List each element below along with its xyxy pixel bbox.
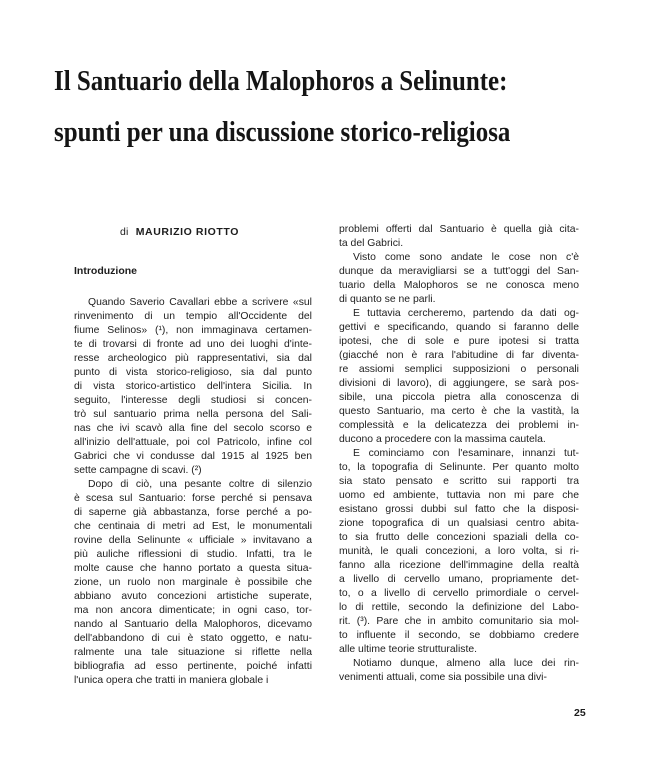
- text-line: E tuttavia cercheremo, partendo da dati og-: [353, 308, 579, 319]
- text-line: re assiomi semplici supposizioni o personali: [339, 364, 579, 375]
- text-line: fanno alla ricezione dell'immagine della realtà: [339, 560, 579, 571]
- left-column: [74, 296, 312, 688]
- text-line: trò sul santuario prima nella persona del Sali-: [74, 409, 312, 420]
- text-line: venimenti attuali, come sia possibile una divi-: [339, 672, 547, 683]
- article-title-line-2: spunti per una discussione storico-religiosa: [54, 116, 511, 148]
- text-line: che centinaia di metri ad Est, le monumentali: [74, 521, 312, 532]
- text-line: di quanto se ne parli.: [339, 294, 436, 305]
- text-line: nando al Santuario della Malophoros, dicevamo: [74, 619, 312, 630]
- byline: [120, 226, 239, 238]
- text-line: sibile, una piccola pietra alla conoscenza di: [339, 392, 579, 403]
- text-line: punto di vista storico-religioso, sia dal punto: [74, 367, 312, 378]
- text-line: dunque da meravigliarsi se a tutt'oggi del San-: [339, 266, 579, 277]
- text-line: Visto come sono andate le cose non c'è: [353, 252, 579, 263]
- text-line: gettivi e specificando, quando si faranno delle: [339, 322, 579, 333]
- text-line: tuario della Malophoros se ne conosca meno: [339, 280, 579, 291]
- text-line: Dopo di ciò, una pesante coltre di silenzio: [88, 479, 312, 490]
- text-line: ma non ancora dimenticate; in ogni caso, tor-: [74, 605, 312, 616]
- text-line: di saperne già abbastanza, forse perché a po-: [74, 507, 312, 518]
- text-line: sette campagne di scavi. (²): [74, 465, 202, 476]
- text-line: Notiamo dunque, almeno alla luce dei rin-: [353, 658, 579, 669]
- text-line: to, o a livello di cervello primordiale o cervel-: [339, 588, 579, 599]
- text-line: lo di rettile, secondo la definizione del Labo-: [339, 602, 579, 613]
- text-line: resse archeologico più rappresentativi, sia dal: [74, 353, 312, 364]
- text-line: dell'abbandono di cui è stato oggetto, e natu-: [74, 633, 312, 644]
- text-line: fiume Selinos» (¹), non immaginava certamen-: [74, 325, 312, 336]
- section-heading: Introduzione: [74, 265, 137, 277]
- text-line: ta del Gabrici.: [339, 238, 404, 249]
- text-line: sia stato pensato e scritto sui rapporti tra: [339, 476, 579, 487]
- text-line: a livello di cervello umano, propriamente det-: [339, 574, 579, 585]
- text-line: rit. (³). Pare che in ambito comunitario sia mol-: [339, 616, 579, 627]
- text-line: Quando Saverio Cavallari ebbe a scrivere «sul: [88, 297, 312, 308]
- text-line: è scesa sul Santuario: forse perché si pensava: [74, 493, 312, 504]
- text-line: munità, le quali concezioni, a loro volta, si ri-: [339, 546, 579, 557]
- text-line: rinvenimento di un tempio all'Occidente del: [74, 311, 312, 322]
- text-line: molte cause che hanno portato a questa situa-: [74, 563, 312, 574]
- text-line: problemi offerti dal Santuario è quella già cita-: [339, 224, 579, 235]
- page-number: 25: [574, 707, 586, 719]
- text-line: più auliche riflessioni di studio. Infatti, tra le: [74, 549, 312, 560]
- text-line: nas che ivi scavò alla fine del secolo scorso e: [74, 423, 312, 434]
- text-line: zione topografica di un qualsiasi centro abita-: [339, 518, 579, 529]
- text-line: to influente il secondo, se dobbiamo credere: [339, 630, 579, 641]
- text-line: ducono a procedere con la massima cautela.: [339, 434, 546, 445]
- text-line: bibliografia ad esso pertinente, poiché infatti: [74, 661, 312, 672]
- text-line: uomo ed ambiente, tuttavia non mi pare che: [339, 490, 579, 501]
- text-line: Gabrici che vi condusse dal 1915 al 1925 ben: [74, 451, 312, 462]
- text-line: to sia frutto delle concezioni spaziali della co-: [339, 532, 579, 543]
- text-line: divisioni di lavoro), di aggiungere, se sarà pos-: [339, 378, 579, 389]
- right-column: [339, 223, 579, 685]
- text-line: seguito, l'interesse degli studiosi si concen-: [74, 395, 312, 406]
- text-line: esistano grossi dubbi sul fatto che la disposi-: [339, 504, 579, 515]
- text-line: abbiano avuto concezioni artistiche superate,: [74, 591, 312, 602]
- article-title-line-1: Il Santuario della Malophoros a Selinunte:: [54, 65, 508, 97]
- article-title: [54, 56, 536, 158]
- text-line: all'inizio dell'attuale, poi col Patricolo, infine col: [74, 437, 312, 448]
- text-line: complessità e la delicatezza dei problemi in-: [339, 420, 579, 431]
- text-line: l'unica opera che tratti in maniera globale i: [74, 675, 269, 686]
- text-line: ralmente una tale situazione si riflette nella: [74, 647, 312, 658]
- text-line: rovine della Selinunte « ufficiale » invitavano a: [74, 535, 312, 546]
- text-line: E cominciamo con l'esaminare, innanzi tut-: [353, 448, 579, 459]
- author-name: MAURIZIO RIOTTO: [135, 226, 240, 238]
- text-line: alle ultime teorie strutturaliste.: [339, 644, 478, 655]
- byline-prefix: di: [120, 226, 129, 238]
- text-line: ipotesi, che di sole e pure ipotesi si tratta: [339, 336, 579, 347]
- text-line: questo Santuario, ma certo è che la vastità, la: [339, 406, 579, 417]
- text-line: (giacché non è rara l'abitudine di far diventa-: [339, 350, 579, 361]
- text-line: di vista storico-artistico dell'intera Sicilia. In: [74, 381, 312, 392]
- text-line: zione, un ruolo non marginale è possibile che: [74, 577, 312, 588]
- text-line: te di trovarsi di fronte ad uno dei luoghi d'inte-: [74, 339, 312, 350]
- text-line: to, la topografia di Selinunte. Per quanto molto: [339, 462, 579, 473]
